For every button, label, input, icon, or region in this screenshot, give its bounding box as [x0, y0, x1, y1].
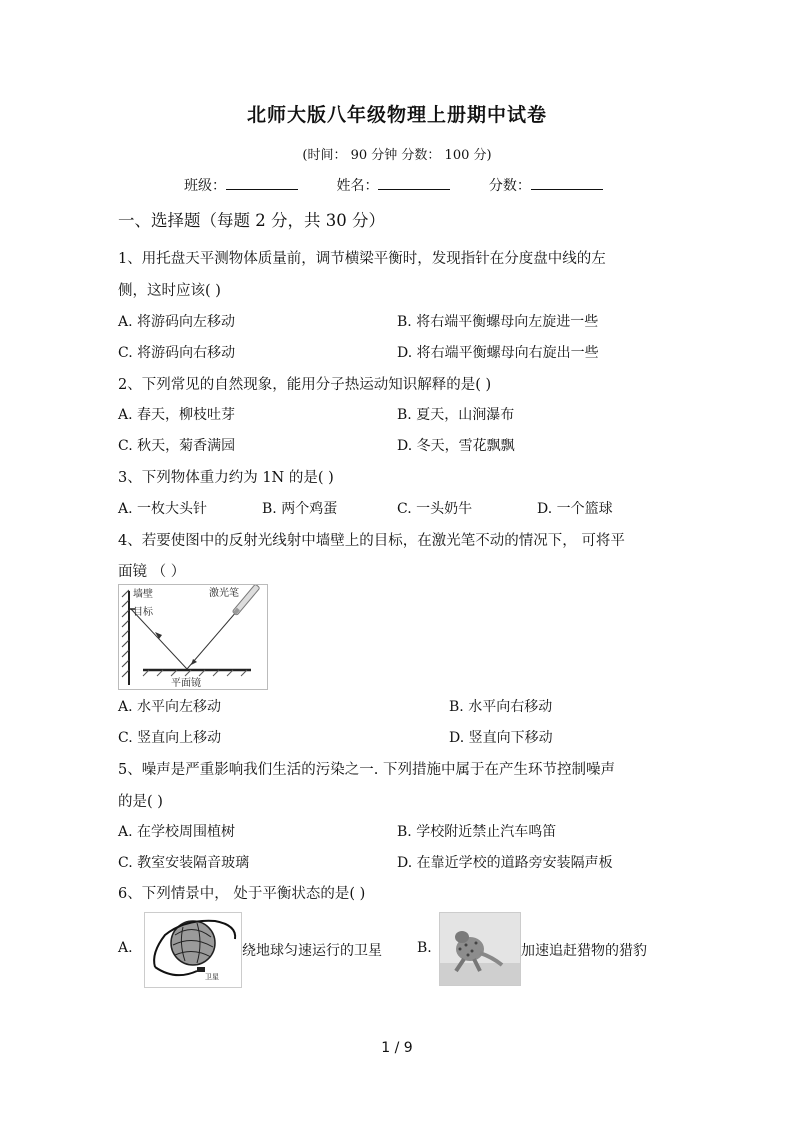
page-title: 北师大版八年级物理上册期中试卷 — [246, 104, 547, 126]
q1-option-c[interactable]: C. 将游码向右移动 — [118, 345, 236, 361]
score-label: 分数： — [488, 178, 531, 194]
q3-option-a[interactable]: A. 一枚大头针 — [118, 501, 208, 517]
q5-option-b[interactable]: B. 学校附近禁止汽车鸣笛 — [397, 824, 557, 840]
page-number: 1 / 9 — [381, 1040, 413, 1056]
wall-label: 墙壁 — [133, 589, 153, 600]
q6-option-a-label[interactable]: A. — [118, 940, 133, 956]
q1-option-b[interactable]: B. 将右端平衡螺母向左旋进一些 — [397, 314, 599, 330]
q2-option-c[interactable]: C. 秋天，菊香满园 — [118, 438, 236, 454]
mirror-label: 平面镜 — [171, 678, 201, 689]
student-info-fields — [184, 175, 603, 195]
q4-stem-line2: 面镜 （ ） — [118, 564, 186, 580]
q4-option-b[interactable]: B. 水平向右移动 — [449, 699, 553, 715]
q4-option-a[interactable]: A. 水平向左移动 — [118, 699, 222, 715]
score-blank[interactable] — [531, 175, 603, 190]
q4-option-d[interactable]: D. 竖直向下移动 — [449, 730, 553, 746]
mirror-diagram-svg — [119, 585, 267, 689]
q5-stem-line2: 的是( ) — [118, 794, 163, 810]
q1-option-d[interactable]: D. 将右端平衡螺母向右旋出一些 — [397, 345, 599, 361]
exam-meta: (时间： 90 分钟 分数： 100 分) — [302, 148, 492, 163]
satellite-fig-label: 卫星 — [205, 973, 219, 981]
target-label: 目标 — [133, 607, 153, 618]
q2-option-d[interactable]: D. 冬天，雪花飘飘 — [397, 438, 515, 454]
satellite-orbit-icon — [145, 913, 241, 987]
q3-stem: 3、下列物体重力约为 1N 的是( ) — [118, 470, 334, 486]
q5-option-a[interactable]: A. 在学校周围植树 — [118, 824, 236, 840]
q1-stem-line2: 侧，这时应该( ) — [118, 283, 221, 299]
mirror-diagram — [118, 584, 268, 690]
q3-option-c[interactable]: C. 一头奶牛 — [397, 501, 473, 517]
class-label: 班级： — [184, 178, 226, 194]
q2-option-b[interactable]: B. 夏天，山涧瀑布 — [397, 407, 515, 423]
q4-option-c[interactable]: C. 竖直向上移动 — [118, 730, 222, 746]
q4-stem-line1: 4、若要使图中的反射光线射中墙壁上的目标，在激光笔不动的情况下， 可将平 — [118, 533, 625, 549]
q6-option-b[interactable]: 加速追赶猎物的猎豹 — [521, 943, 647, 959]
section-heading: 一、选择题（每题 2 分，共 30 分） — [118, 211, 385, 230]
q5-option-c[interactable]: C. 教室安装隔音玻璃 — [118, 855, 250, 871]
q3-option-b[interactable]: B. 两个鸡蛋 — [262, 501, 338, 517]
q1-option-a[interactable]: A. 将游码向左移动 — [118, 314, 236, 330]
q1-stem-line1: 1、用托盘天平测物体质量前，调节横梁平衡时，发现指针在分度盘中线的左 — [118, 251, 606, 267]
q5-option-d[interactable]: D. 在靠近学校的道路旁安装隔声板 — [397, 855, 613, 871]
q2-option-a[interactable]: A. 春天，柳枝吐芽 — [118, 407, 236, 423]
q5-stem-line1: 5、噪声是严重影响我们生活的污染之一. 下列措施中属于在产生环节控制噪声 — [118, 762, 615, 778]
incident-arrow — [191, 659, 197, 665]
name-blank[interactable] — [378, 175, 450, 190]
q2-stem: 2、下列常见的自然现象，能用分子热运动知识解释的是( ) — [118, 377, 492, 393]
satellite-image — [144, 912, 242, 988]
cheetah-image — [439, 912, 521, 986]
q6-option-a[interactable]: 绕地球匀速运行的卫星 — [242, 943, 382, 959]
wall-hatch — [122, 590, 129, 677]
class-blank[interactable] — [226, 175, 298, 190]
q6-stem: 6、下列情景中， 处于平衡状态的是( ) — [118, 886, 366, 902]
cheetah-icon — [440, 913, 520, 985]
q3-option-d[interactable]: D. 一个篮球 — [537, 501, 613, 517]
laser-label: 激光笔 — [209, 588, 239, 599]
q6-option-b-label[interactable]: B. — [417, 940, 432, 956]
name-label: 姓名： — [336, 178, 379, 194]
